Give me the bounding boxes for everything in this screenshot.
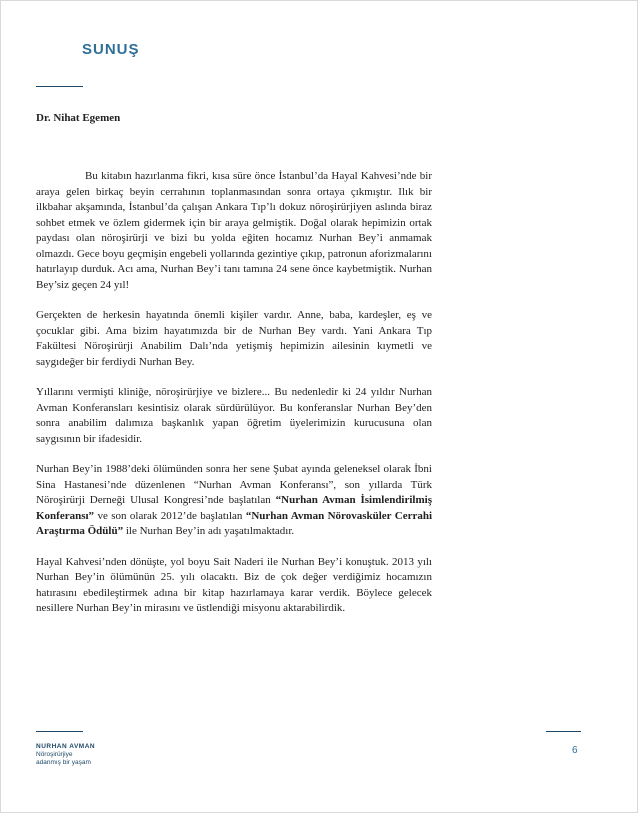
section-title: SUNUŞ	[82, 41, 140, 58]
page-number: 6	[572, 745, 578, 756]
footer-divider-right	[546, 731, 581, 732]
author-name: Dr. Nihat Egemen	[36, 112, 121, 124]
paragraph-1: Bu kitabın hazırlanma fikri, kısa süre önce İstanbul’da Hayal Kahvesi’nde bir araya gelen birkaç beyin cerrahının toplanmasından sonra ortaya çıkmıştır. Ilık bir ilkbahar akşamında, İstanbul’da çalışan Ankara Tıp’lı dokuz nöroşirürjiyen aslında biraz sohbet etmek ve özlem gidermek için bir araya gelmiştik. Doğal olarak hepimizin ortak paydası olan nöroşirürji ve bizi bu yolda eğiten hocamız Nurhan Bey’i anmamak olmazdı. Gece boyu geçmişin engebeli yollarında gezintiye çıkıp, patronun aforizmalarını hatırlayıp durduk. Acı ama, Nurhan Bey’i tanı tamına 24 sene önce kaybetmiştik. Nurhan Bey’siz geçen 24 yıl!	[36, 170, 432, 291]
paragraph-2: Gerçekten de herkesin hayatında önemli kişiler vardır. Anne, baba, kardeşler, eş ve çocuklar gibi. Ama bizim hayatımızda bir de Nurhan Bey vardı. Yani Ankara Tıp Fakültesi Nöroşirürji Anabilim Dalı’nda yetişmiş hepimizin ailesinin kıymetli ve saygıdeğer bir ferdiydi Nurhan Bey.	[36, 309, 432, 368]
footer-book-title-line1: Nöroşirürjiye	[36, 751, 73, 758]
paragraph-5: Hayal Kahvesi’nden dönüşte, yol boyu Sait Naderi ile Nurhan Bey’i konuştuk. 2013 yılı Nurhan Bey’in ölümünün 25. yılı olacaktı. Biz de çok değer verdiğimiz hocamızın hatırasını ebedileştirmek adına bir kitap hazırlamaya karar verdik. Böylece gelecek nesillere Nurhan Bey’in mirasını ve üstlendiği misyonu aktarabilirdik.	[36, 555, 432, 614]
title-divider	[36, 86, 83, 87]
footer-book-title-line2: adanmış bir yaşam	[36, 759, 91, 766]
footer-divider-left	[36, 731, 83, 732]
research-award-title: “Nurhan Avman Nörovasküler Cerrahi Araştırma Ödülü”	[36, 509, 433, 537]
paragraph-4-part-e: ile Nurhan Bey’in adı yaşatılmaktadır.	[125, 525, 295, 537]
body-text	[36, 169, 432, 632]
running-footer	[36, 743, 95, 767]
named-conference-title: “Nurhan Avman İsimlendirilmiş Konferansı”	[36, 494, 432, 522]
paragraph-4-part-c: ve son olarak 2012’de başlatılan	[97, 509, 243, 522]
paragraph-4	[36, 462, 432, 540]
footer-book-author: NURHAN AVMAN	[36, 743, 96, 750]
paragraph-4-part-a: Nurhan Bey’in 1988’deki ölümünden sonra her sene Şubat ayında geleneksel olarak İbni Sina Hastanesi’nde düzenlenen “Nurhan Avman Konferansı”, son yıllarda Türk Nöroşirürji Derneği Ulusal Kongresi’nde başlatılan	[36, 463, 432, 506]
paragraph-3: Yıllarını vermişti kliniğe, nöroşirürjiye ve bizlere... Bu nedenledir ki 24 yıldır Nurhan Avman Konferansları kesintisiz olarak sürdürülüyor. Bu konferanslar Nurhan Bey’den sonra anabilim dalımıza başkanlık yapan öğretim üyelerimizin kurucusuna olan saygısının bir ifadesidir.	[36, 386, 432, 445]
